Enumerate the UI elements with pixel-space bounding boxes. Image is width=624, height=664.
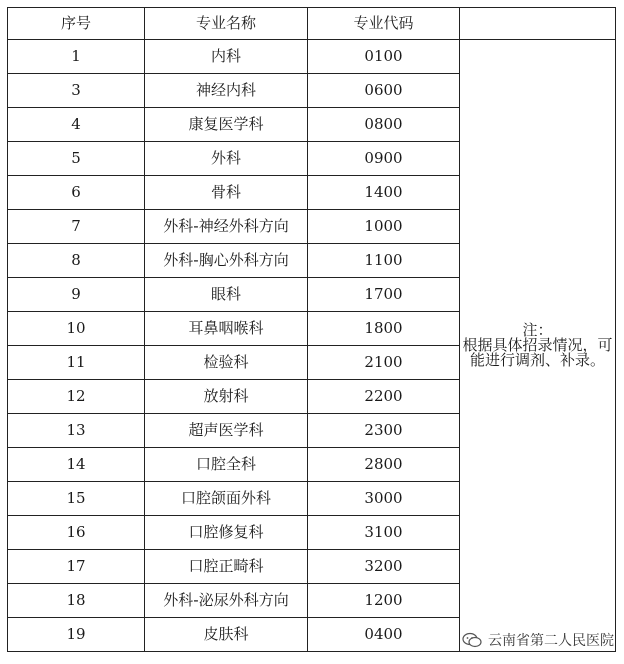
row-name: 口腔修复科	[145, 516, 308, 550]
note-text: 根据具体招录情况，可能进行调剂、补录。	[462, 336, 613, 369]
row-code: 0100	[308, 40, 460, 74]
row-index: 11	[8, 346, 145, 380]
table-body	[8, 40, 616, 652]
row-name: 康复医学科	[145, 108, 308, 142]
header-code: 专业代码	[308, 8, 460, 40]
row-index: 13	[8, 414, 145, 448]
row-index: 12	[8, 380, 145, 414]
row-index: 18	[8, 584, 145, 618]
row-name: 眼科	[145, 278, 308, 312]
row-index: 14	[8, 448, 145, 482]
row-name: 皮肤科	[145, 618, 308, 652]
header-row	[8, 8, 616, 40]
row-name: 口腔全科	[145, 448, 308, 482]
row-code: 2100	[308, 346, 460, 380]
row-code: 2300	[308, 414, 460, 448]
row-code: 0800	[308, 108, 460, 142]
row-code: 0600	[308, 74, 460, 108]
major-table	[7, 7, 616, 652]
row-code: 1400	[308, 176, 460, 210]
row-name: 超声医学科	[145, 414, 308, 448]
row-index: 4	[8, 108, 145, 142]
row-code: 1100	[308, 244, 460, 278]
row-name: 内科	[145, 40, 308, 74]
row-index: 7	[8, 210, 145, 244]
row-index: 6	[8, 176, 145, 210]
row-index: 9	[8, 278, 145, 312]
row-index: 17	[8, 550, 145, 584]
row-name: 骨科	[145, 176, 308, 210]
header-note-empty	[460, 8, 616, 40]
row-code: 3200	[308, 550, 460, 584]
row-code: 2200	[308, 380, 460, 414]
watermark-text: 云南省第二人民医院	[488, 633, 614, 649]
row-index: 3	[8, 74, 145, 108]
row-name: 耳鼻咽喉科	[145, 312, 308, 346]
header-index: 序号	[8, 8, 145, 40]
row-name: 外科	[145, 142, 308, 176]
row-code: 0400	[308, 618, 460, 652]
row-code: 0900	[308, 142, 460, 176]
row-name: 外科-神经外科方向	[145, 210, 308, 244]
row-code: 3100	[308, 516, 460, 550]
row-index: 15	[8, 482, 145, 516]
row-code: 2800	[308, 448, 460, 482]
header-name: 专业名称	[145, 8, 308, 40]
row-name: 口腔颌面外科	[145, 482, 308, 516]
row-index: 10	[8, 312, 145, 346]
note-label: 注：	[522, 321, 553, 339]
row-name: 外科-泌尿外科方向	[145, 584, 308, 618]
table-row	[8, 40, 616, 74]
row-index: 1	[8, 40, 145, 74]
row-index: 16	[8, 516, 145, 550]
row-code: 1200	[308, 584, 460, 618]
row-code: 3000	[308, 482, 460, 516]
row-name: 检验科	[145, 346, 308, 380]
row-code: 1700	[308, 278, 460, 312]
row-index: 19	[8, 618, 145, 652]
row-code: 1800	[308, 312, 460, 346]
row-name: 外科-胸心外科方向	[145, 244, 308, 278]
watermark	[462, 630, 614, 650]
note-cell	[460, 40, 616, 652]
wechat-icon	[462, 632, 482, 648]
row-name: 放射科	[145, 380, 308, 414]
row-name: 口腔正畸科	[145, 550, 308, 584]
row-code: 1000	[308, 210, 460, 244]
row-index: 8	[8, 244, 145, 278]
row-index: 5	[8, 142, 145, 176]
row-name: 神经内科	[145, 74, 308, 108]
